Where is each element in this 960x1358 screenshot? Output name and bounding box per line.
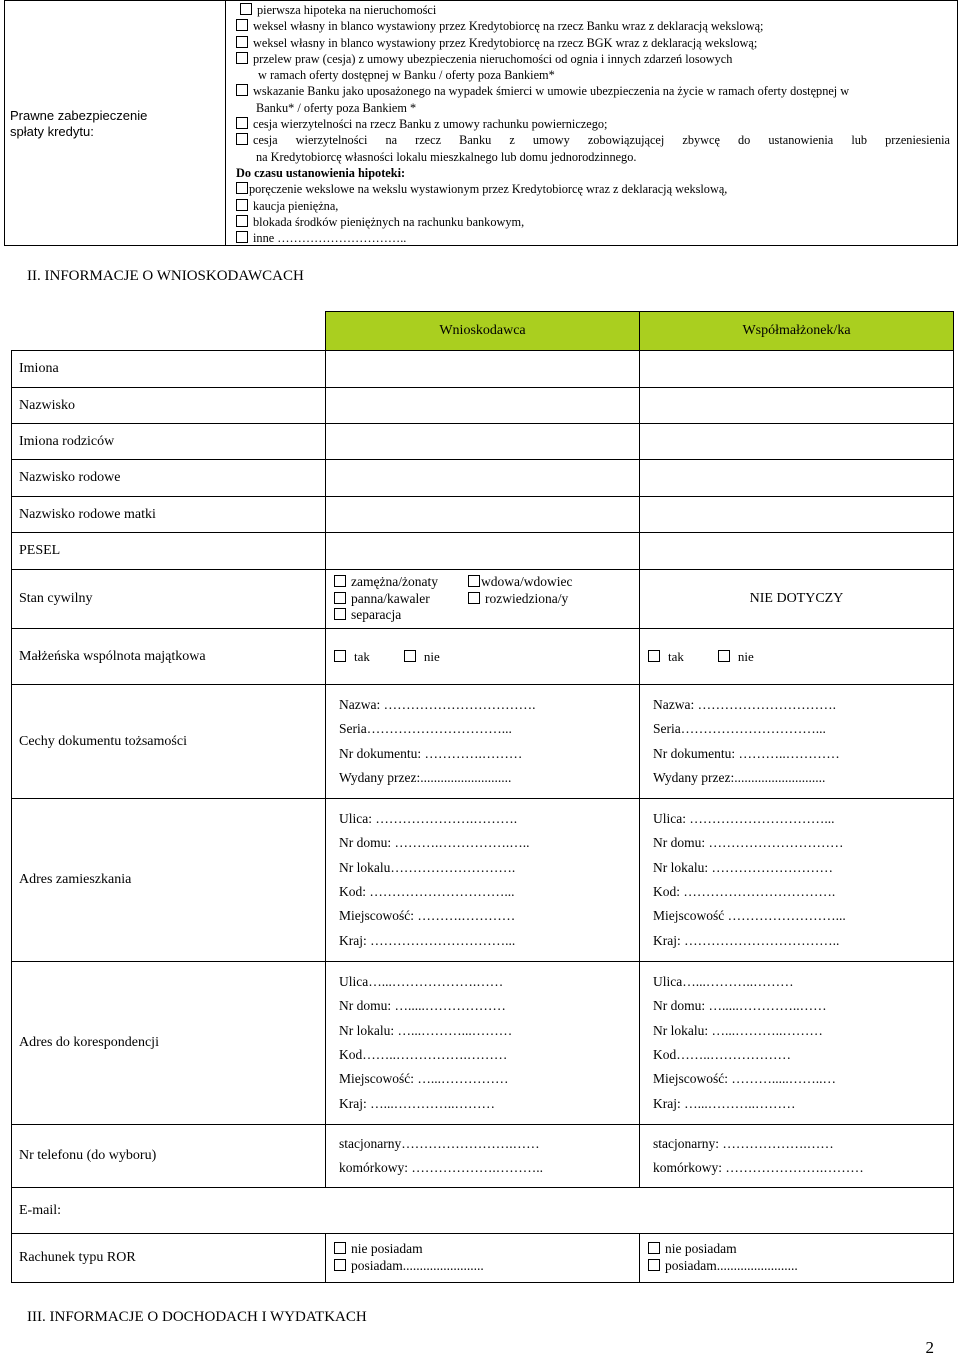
checkbox[interactable] (236, 182, 248, 194)
until-option: poręczenie wekslowe na wekslu wystawionym przez Kredytobiorcę wraz z deklaracją wekslową, (236, 181, 950, 197)
applicant-phone[interactable] (326, 1125, 640, 1188)
marital-option: panna/kawaler (334, 591, 468, 608)
checkbox[interactable] (236, 19, 248, 31)
table-row (12, 1234, 954, 1283)
marital-option: wdowa/wdowiec (468, 574, 608, 591)
correspondence-field: Miejscowość: ……….....……..… (653, 1071, 836, 1087)
table-row (12, 799, 954, 962)
marital-not-applicable: NIE DOTYCZY (640, 570, 954, 629)
applicant-cell[interactable] (326, 424, 640, 460)
address-field: Ulica: ………………….………. (339, 810, 518, 826)
table-row (12, 424, 954, 460)
spouse-cell[interactable] (640, 460, 954, 497)
spouse-community (640, 629, 954, 685)
document-field: Seria…………………………... (653, 721, 826, 737)
applicant-community (326, 629, 640, 685)
applicant-document[interactable] (326, 685, 640, 799)
header-spouse: Współmałżonek/ka (640, 312, 954, 351)
spouse-cell[interactable] (640, 533, 954, 570)
security-option: pierwsza hipoteka na nieruchomości (236, 2, 950, 18)
address-field: Kod: ……………………………. (653, 884, 836, 899)
marital-option: zamężna/żonaty (334, 574, 468, 591)
table-row (12, 351, 954, 388)
until-option: blokada środków pieniężnych na rachunku bankowym, (236, 214, 950, 230)
header-empty-cell (12, 312, 326, 351)
email-label[interactable]: E-mail: (12, 1188, 954, 1234)
yes-label: tak (668, 648, 684, 664)
table-row (12, 388, 954, 424)
address-field: Kod: …………………………... (339, 884, 515, 899)
address-field: Ulica: …………………………... (653, 810, 835, 826)
correspondence-field: Kod……..…………….……… (339, 1047, 508, 1062)
correspondence-field: Kraj: …...…………..……… (339, 1095, 495, 1111)
checkbox[interactable] (236, 199, 248, 211)
address-field: Nr domu: ……….…………….….. (339, 835, 530, 851)
phone-field: komórkowy: ………………….……… (653, 1160, 864, 1175)
table-row (12, 685, 954, 799)
row-label: Imiona (12, 351, 326, 388)
marital-options (326, 570, 640, 629)
row-label: Rachunek typu ROR (12, 1234, 326, 1283)
phone-field: stacjonarny: ……………….…… (653, 1135, 834, 1151)
correspondence-field: Nr domu: ….....……………… (339, 998, 506, 1014)
checkbox[interactable] (236, 133, 248, 145)
security-divider (225, 0, 226, 246)
security-label-line: Prawne zabezpieczenie (10, 108, 148, 123)
table-row (12, 497, 954, 533)
row-label: PESEL (12, 533, 326, 570)
document-field: Nazwa: ……………………………. (339, 696, 536, 712)
until-option: kaucja pieniężna, (236, 198, 950, 214)
checkbox[interactable] (236, 231, 248, 243)
checkbox[interactable] (648, 1242, 660, 1254)
document-field: Nr dokumentu: ………..………… (653, 745, 840, 761)
phone-field: stacjonarny…………………….…… (339, 1135, 540, 1151)
address-field: Nr lokalu………………………. (339, 859, 516, 875)
address-field: Kraj: …………………………….. (653, 932, 840, 948)
correspondence-field: Kod……..……………… (653, 1047, 791, 1062)
applicant-ror (326, 1234, 640, 1283)
security-option-continuation: Banku* / oferty poza Bankiem * (256, 100, 417, 115)
row-label: Stan cywilny (12, 570, 326, 629)
security-option: cesja wierzytelności na rzecz Banku z umowy zobowiązującej zbywcę do ustanowienia lub przeniesienia (236, 132, 950, 148)
checkbox[interactable] (334, 1259, 346, 1271)
checkbox[interactable] (334, 592, 346, 604)
yes-label: tak (354, 648, 370, 664)
applicant-cell[interactable] (326, 351, 640, 388)
section-3-title: III. INFORMACJE O DOCHODACH I WYDATKACH (27, 1309, 367, 1325)
page-number: 2 (925, 1338, 934, 1357)
correspondence-field: Miejscowość: …...…………… (339, 1071, 509, 1087)
checkbox[interactable] (468, 575, 480, 587)
table-row (12, 570, 954, 629)
spouse-document[interactable] (640, 685, 954, 799)
correspondence-field: Ulica…...……………….…… (339, 973, 504, 989)
checkbox[interactable] (718, 650, 730, 662)
until-option: inne ………………………….. (236, 230, 950, 246)
checkbox[interactable] (334, 575, 346, 587)
address-field: Miejscowość: ……….………… (339, 908, 516, 924)
address-field: Kraj: …………………………... (339, 932, 516, 948)
row-label: Adres do korespondencji (12, 962, 326, 1125)
security-option: cesja wierzytelności na rzecz Banku z umowy rachunku powierniczego; (236, 116, 950, 132)
address-field: Nr domu: ………………………… (653, 835, 844, 851)
checkbox[interactable] (404, 650, 416, 662)
row-label: Imiona rodziców (12, 424, 326, 460)
row-label: Nr telefonu (do wyboru) (12, 1125, 326, 1188)
document-field: Seria…………………………... (339, 721, 512, 737)
security-option-continuation: na Kredytobiorcę własności lokalu mieszkalnego lub domu jednorodzinnego. (256, 149, 637, 164)
marital-option: separacja (334, 607, 468, 624)
table-header-row (12, 312, 954, 351)
document-field: Nr dokumentu: ………….……… (339, 745, 523, 761)
checkbox[interactable] (236, 84, 248, 96)
spouse-cell[interactable] (640, 351, 954, 388)
security-label (10, 108, 147, 140)
checkbox[interactable] (334, 1242, 346, 1254)
checkbox[interactable] (236, 52, 248, 64)
row-label: Nazwisko rodowe (12, 460, 326, 497)
address-field: Miejscowość ……………………... (653, 908, 846, 924)
spouse-correspondence[interactable] (640, 962, 954, 1125)
checkbox[interactable] (334, 650, 346, 662)
document-field: Nazwa: …………………………. (653, 696, 836, 712)
spouse-cell[interactable] (640, 424, 954, 460)
security-option: przelew praw (cesja) z umowy ubezpieczenia nieruchomości od ognia i innych zdarzeń losowych (236, 51, 950, 67)
spouse-cell[interactable] (640, 497, 954, 533)
spouse-ror (640, 1234, 954, 1283)
table-row (12, 533, 954, 570)
checkbox[interactable] (236, 117, 248, 129)
applicant-cell[interactable] (326, 388, 640, 424)
header-applicant: Wnioskodawca (326, 312, 640, 351)
checkbox[interactable] (236, 215, 248, 227)
document-field: Wydany przez:........................... (339, 769, 512, 785)
checkbox[interactable] (648, 1259, 660, 1271)
security-option-continuation: w ramach oferty dostępnej w Banku / oferty poza Bankiem* (258, 68, 555, 83)
table-row (12, 1125, 954, 1188)
spouse-cell[interactable] (640, 388, 954, 424)
ror-option: nie posiadam (648, 1241, 946, 1258)
applicant-address[interactable] (326, 799, 640, 962)
ror-option: posiadam........................ (648, 1258, 946, 1275)
applicants-table (11, 311, 954, 1283)
checkbox[interactable] (334, 608, 346, 620)
applicant-cell[interactable] (326, 497, 640, 533)
table-row (12, 629, 954, 685)
spouse-phone[interactable] (640, 1125, 954, 1188)
table-row (12, 962, 954, 1125)
marital-option: rozwiedziona/y (468, 591, 608, 608)
applicant-cell[interactable] (326, 533, 640, 570)
security-label-line: spłaty kredytu: (10, 124, 94, 139)
correspondence-field: Ulica…...………..……… (653, 973, 794, 989)
phone-field: komórkowy: ……………….……….. (339, 1160, 543, 1175)
applicant-cell[interactable] (326, 460, 640, 497)
row-label: Nazwisko (12, 388, 326, 424)
address-field: Nr lokalu: ……………………… (653, 859, 833, 875)
checkbox[interactable] (236, 36, 248, 48)
ror-option: nie posiadam (334, 1241, 632, 1258)
security-option: wskazanie Banku jako uposażonego na wypadek śmierci w umowie ubezpieczenia na życie w ramach oferty dostępnej w (236, 83, 950, 99)
security-option: weksel własny in blanco wystawiony przez Kredytobiorcę na rzecz BGK wraz z deklaracją wekslową; (236, 35, 950, 51)
security-options (236, 2, 950, 246)
correspondence-field: Kraj: …...………..……… (653, 1095, 796, 1111)
checkbox[interactable] (240, 3, 252, 15)
correspondence-field: Nr domu: ….....…………..…… (653, 998, 827, 1014)
section-2-title: II. INFORMACJE O WNIOSKODAWCACH (27, 268, 304, 284)
correspondence-field: Nr lokalu: …...………...……… (339, 1022, 513, 1038)
no-label: nie (737, 648, 754, 664)
spouse-address[interactable] (640, 799, 954, 962)
row-label: Cechy dokumentu tożsamości (12, 685, 326, 799)
applicant-correspondence[interactable] (326, 962, 640, 1125)
row-label: Adres zamieszkania (12, 799, 326, 962)
document-field: Wydany przez:........................... (653, 769, 826, 785)
table-row (12, 1188, 954, 1234)
security-option: weksel własny in blanco wystawiony przez Kredytobiorcę na rzecz Banku wraz z deklaracją wekslową; (236, 18, 950, 34)
no-label: nie (423, 648, 440, 664)
row-label: Nazwisko rodowe matki (12, 497, 326, 533)
ror-option: posiadam........................ (334, 1258, 632, 1275)
row-label: Małżeńska wspólnota majątkowa (12, 629, 326, 685)
table-row (12, 460, 954, 497)
correspondence-field: Nr lokalu: …...………..……… (653, 1022, 823, 1038)
checkbox[interactable] (468, 592, 480, 604)
until-mortgage-label: Do czasu ustanowienia hipoteki: (236, 165, 406, 180)
checkbox[interactable] (648, 650, 660, 662)
